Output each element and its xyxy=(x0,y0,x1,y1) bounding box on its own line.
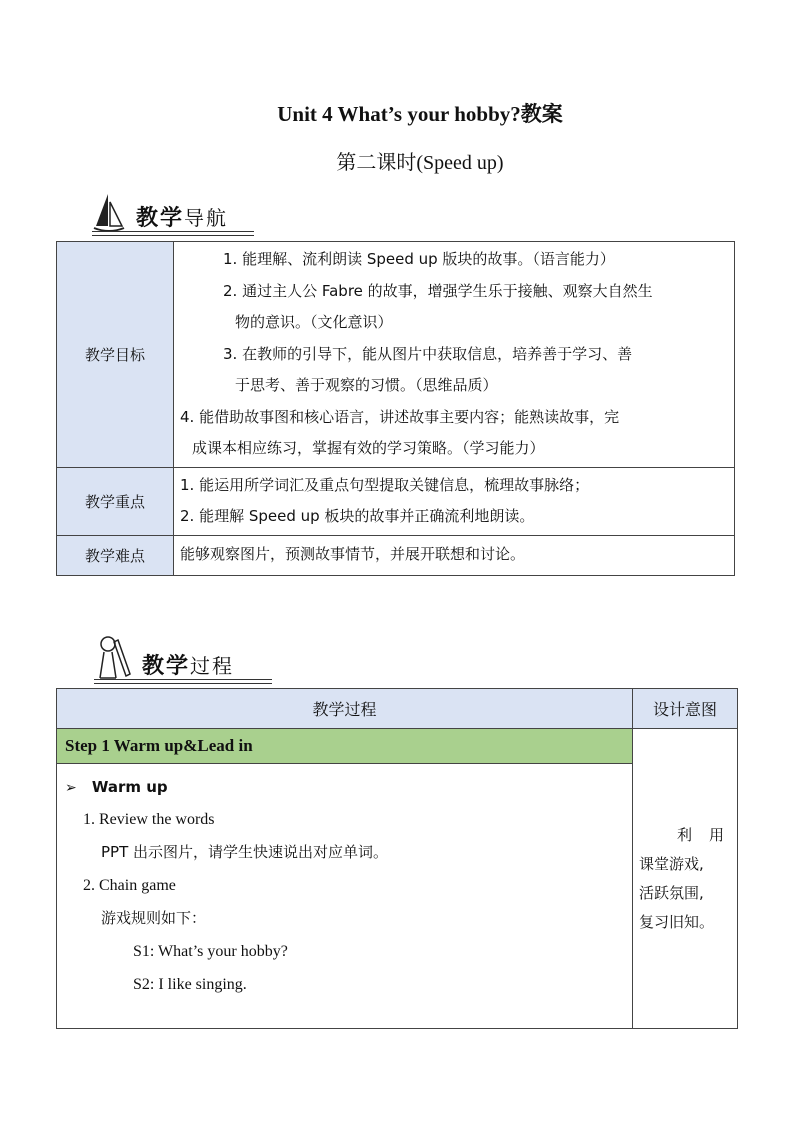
table-row xyxy=(57,242,735,468)
design-line: 活跃氛围, xyxy=(639,883,704,902)
banner-text-light: 导航 xyxy=(184,206,229,230)
list-item: 1. 能运用所学词汇及重点句型提取关键信息，梳理故事脉络； xyxy=(180,475,590,494)
column-header-process: 教学过程 xyxy=(57,689,633,729)
sailboat-icon xyxy=(92,192,126,236)
list-item: S2: I like singing. xyxy=(133,976,247,993)
section-banner-guide xyxy=(92,190,254,240)
row-content xyxy=(174,535,735,575)
list-item: 游戏规则如下： xyxy=(101,909,207,927)
banner-text-strong: 教学 xyxy=(136,206,185,231)
list-item: 2. 通过主人公 Fabre 的故事，增强学生乐于接触、观察大自然生 xyxy=(223,281,653,300)
row-header: 教学难点 xyxy=(57,535,174,575)
list-item: 1. 能理解、流利朗读 Speed up 版块的故事。（语言能力） xyxy=(223,250,615,268)
row-header: 教学目标 xyxy=(57,242,174,468)
teaching-guide-table xyxy=(56,241,735,576)
table-row xyxy=(57,535,735,575)
banner-text-strong: 教学 xyxy=(142,654,191,679)
list-item: PPT 出示图片，请学生快速说出对应单词。 xyxy=(101,843,389,861)
list-item: S1: What’s your hobby? xyxy=(133,943,288,960)
design-line: 课堂游戏, xyxy=(639,854,704,873)
list-item: 物的意识。（文化意识） xyxy=(235,313,393,331)
table-header-row xyxy=(57,689,738,729)
list-item: 4. 能借助故事图和核心语言，讲述故事主要内容；能熟读故事，完 xyxy=(180,407,620,426)
list-item: 2. Chain game xyxy=(83,877,176,894)
list-item: 成课本相应练习，掌握有效的学习策略。（学习能力） xyxy=(192,439,545,457)
column-header-design: 设计意图 xyxy=(633,689,738,729)
banner-underline xyxy=(94,679,272,684)
table-row xyxy=(57,467,735,535)
teaching-process-table xyxy=(56,688,738,1029)
bullet-heading xyxy=(57,770,632,803)
list-item: 1. Review the words xyxy=(83,811,215,828)
arrow-bullet-icon: ➢ xyxy=(65,780,77,796)
row-content xyxy=(174,242,735,468)
design-intent-cell xyxy=(633,729,738,1029)
banner-underline xyxy=(92,231,254,236)
list-item: 能够观察图片，预测故事情节，并展开联想和讨论。 xyxy=(180,545,526,564)
design-line: 利 用 xyxy=(677,825,726,844)
document-title: Unit 4 What’s your hobby?教案 xyxy=(277,102,563,126)
bullet-label: Warm up xyxy=(91,778,168,796)
pencil-character-icon xyxy=(94,634,134,684)
list-item: 3. 在教师的引导下，能从图片中获取信息，培养善于学习、善 xyxy=(223,344,633,363)
list-item: 于思考、善于观察的习惯。（思维品质） xyxy=(235,376,498,394)
section-banner-process xyxy=(94,632,272,688)
table-row xyxy=(57,729,738,764)
banner-text-light: 过程 xyxy=(190,654,235,678)
list-item: 2. 能理解 Speed up 板块的故事并正确流利地朗读。 xyxy=(180,507,535,525)
design-line: 复习旧知。 xyxy=(639,912,715,931)
row-content xyxy=(174,467,735,535)
step-content xyxy=(57,764,633,1029)
step-title: Step 1 Warm up&Lead in xyxy=(57,729,633,764)
document-subtitle: 第二课时(Speed up) xyxy=(336,152,504,174)
row-header: 教学重点 xyxy=(57,467,174,535)
